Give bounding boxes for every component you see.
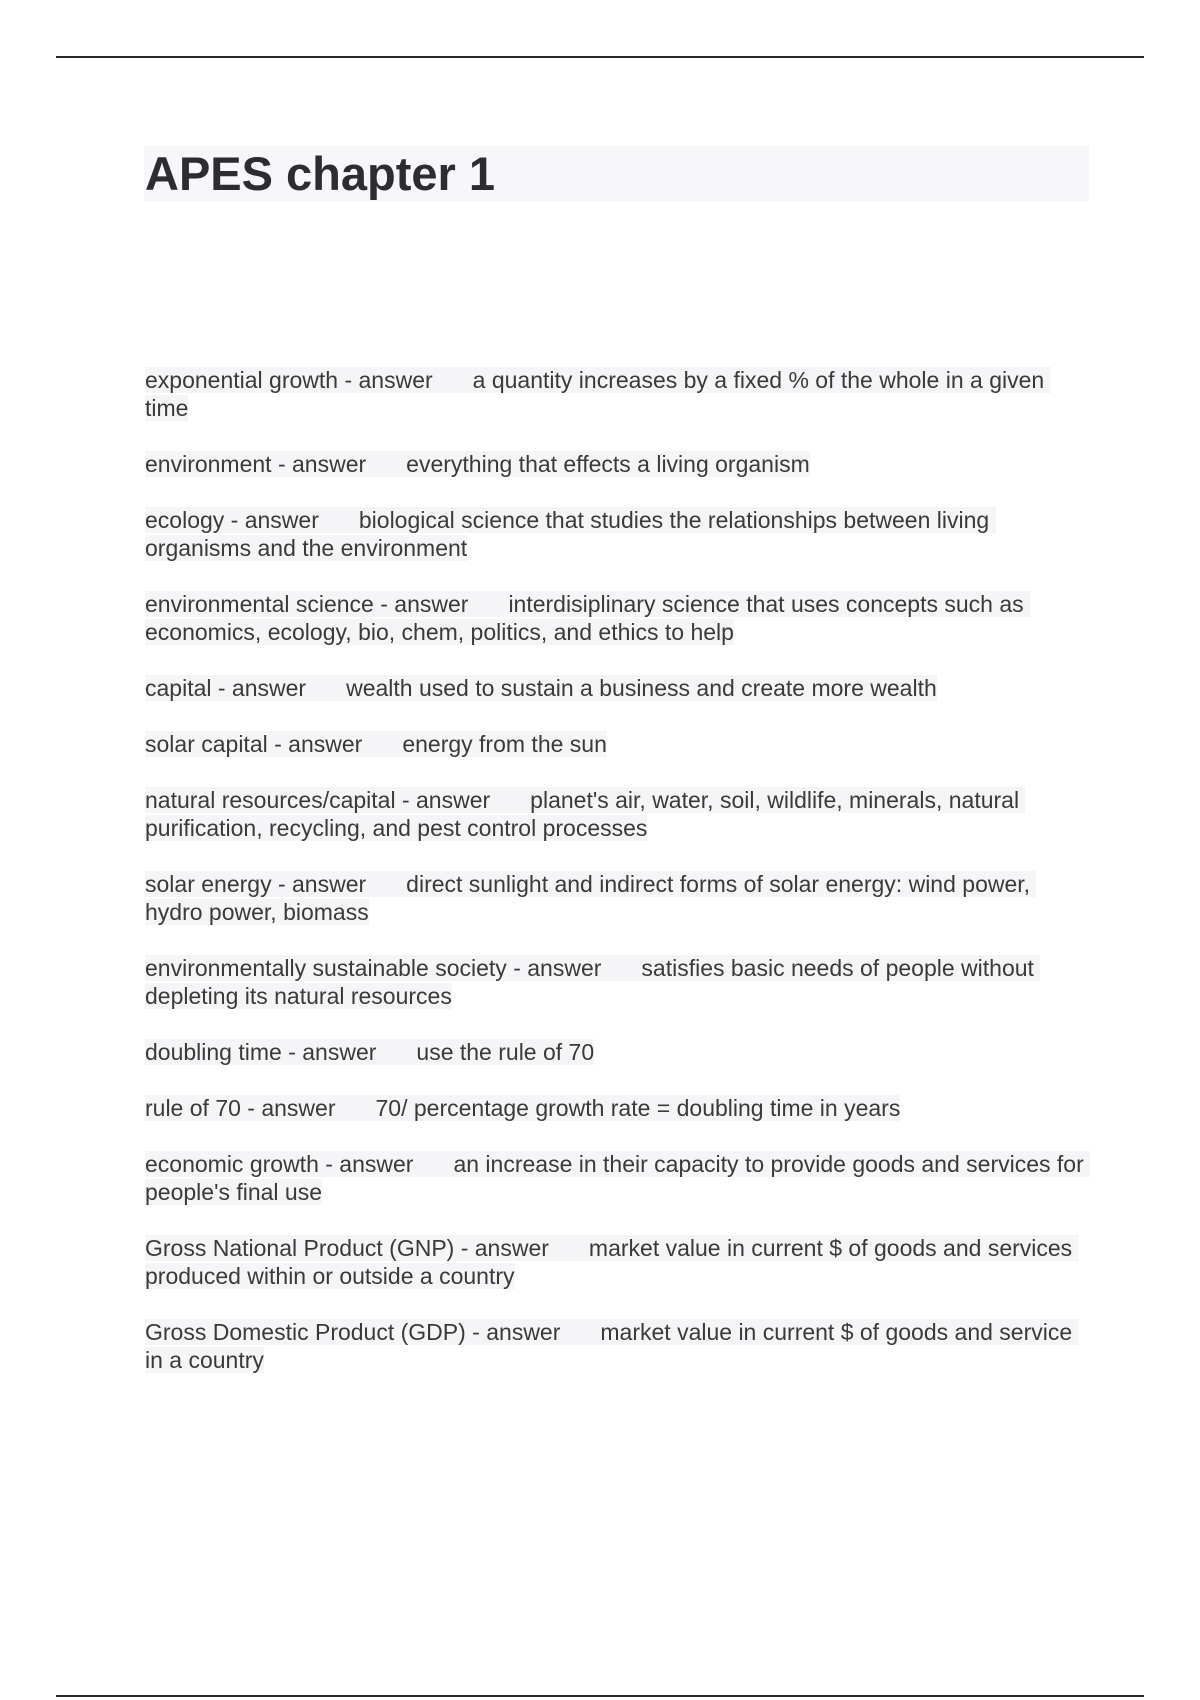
flashcard-item (145, 1094, 1085, 1122)
answer-marker: - answer (506, 955, 602, 981)
flashcard-text (145, 591, 1030, 645)
answer-marker: - answer (271, 451, 367, 477)
flashcard-item (145, 366, 1085, 422)
bottom-rule (56, 1695, 1144, 1697)
flashcard-term: capital (145, 675, 212, 701)
answer-marker: - answer (224, 507, 319, 533)
flashcard-answer: 70/ percentage growth rate = doubling time in years (375, 1095, 901, 1121)
flashcard-term: solar energy (145, 871, 272, 897)
flashcard-term: Gross Domestic Product (GDP) (145, 1319, 466, 1345)
flashcard-term: ecology (145, 507, 225, 533)
flashcard-term: rule of 70 (145, 1095, 241, 1121)
flashcard-text (145, 1095, 900, 1121)
top-rule (56, 56, 1144, 58)
answer-marker: - answer (271, 871, 367, 897)
answer-marker: - answer (465, 1319, 561, 1345)
flashcard-term: environmentally sustainable society (145, 955, 507, 981)
flashcard-item (145, 506, 1085, 562)
flashcard-answer: wealth used to sustain a business and create more wealth (346, 675, 937, 701)
flashcard-answer: planet's air, water, soil, wildlife, minerals, natural purification, recycling, and pest control processes (145, 787, 1026, 841)
flashcard-item (145, 1150, 1091, 1206)
flashcard-item (145, 786, 1085, 842)
answer-marker: - answer (267, 731, 363, 757)
answer-marker: - answer (281, 1039, 377, 1065)
answer-marker: - answer (240, 1095, 336, 1121)
flashcard-text (145, 1039, 594, 1065)
answer-marker: - answer (373, 591, 469, 617)
flashcard-text (145, 507, 996, 561)
flashcard-answer: market value in current $ of goods and service in a country (145, 1319, 1079, 1373)
flashcard-term: exponential growth (145, 367, 339, 393)
flashcard-term: environment (145, 451, 272, 477)
flashcard-answer: everything that effects a living organism (406, 451, 810, 477)
flashcard-answer: a quantity increases by a fixed % of the whole in a given time (145, 367, 1051, 421)
answer-marker: - answer (454, 1235, 549, 1261)
flashcard-item (145, 590, 1085, 646)
flashcard-text (145, 731, 607, 757)
flashcard-item (145, 674, 1085, 702)
flashcard-answer: direct sunlight and indirect forms of solar energy: wind power, hydro power, biomass (145, 871, 1037, 925)
flashcard-item (145, 870, 1085, 926)
flashcard-answer: interdisiplinary science that uses concepts such as economics, ecology, bio, chem, politics, and ethics to help (145, 591, 1031, 645)
flashcard-answer: satisfies basic needs of people without depleting its natural resources (145, 955, 1041, 1009)
flashcard-answer: an increase in their capacity to provide goods and services for people's final use (145, 1151, 1091, 1205)
flashcard-term: environmental science (145, 591, 374, 617)
flashcard-item (145, 450, 1085, 478)
flashcard-text (145, 955, 1040, 1009)
flashcard-answer: biological science that studies the relationships between living organisms and the environment (145, 507, 996, 561)
flashcard-item (145, 1038, 1085, 1066)
flashcard-text (145, 675, 937, 701)
flashcard-term: Gross National Product (GNP) (145, 1235, 455, 1261)
flashcard-answer: market value in current $ of goods and services produced within or outside a country (145, 1235, 1079, 1289)
flashcard-item (145, 730, 1085, 758)
flashcard-item (145, 1234, 1085, 1290)
flashcard-text (145, 787, 1025, 841)
flashcard-text (145, 1319, 1079, 1373)
answer-marker: - answer (395, 787, 491, 813)
flashcard-text (145, 871, 1036, 925)
flashcard-term: natural resources/capital (145, 787, 396, 813)
flashcard-text (145, 367, 1051, 421)
answer-marker: - answer (318, 1151, 414, 1177)
flashcard-item (145, 954, 1085, 1010)
flashcard-answer: energy from the sun (402, 731, 607, 757)
answer-marker: - answer (338, 367, 433, 393)
page-title: APES chapter 1 (145, 147, 496, 200)
flashcard-item (145, 1318, 1085, 1374)
flashcard-text (145, 451, 810, 477)
flashcard-term: economic growth (145, 1151, 319, 1177)
flashcard-term: solar capital (145, 731, 268, 757)
flashcard-text (145, 1151, 1090, 1205)
flashcard-answer: use the rule of 70 (416, 1039, 595, 1065)
answer-marker: - answer (211, 675, 307, 701)
flashcard-term: doubling time (145, 1039, 282, 1065)
flashcard-list (145, 366, 1091, 1402)
flashcard-text (145, 1235, 1079, 1289)
